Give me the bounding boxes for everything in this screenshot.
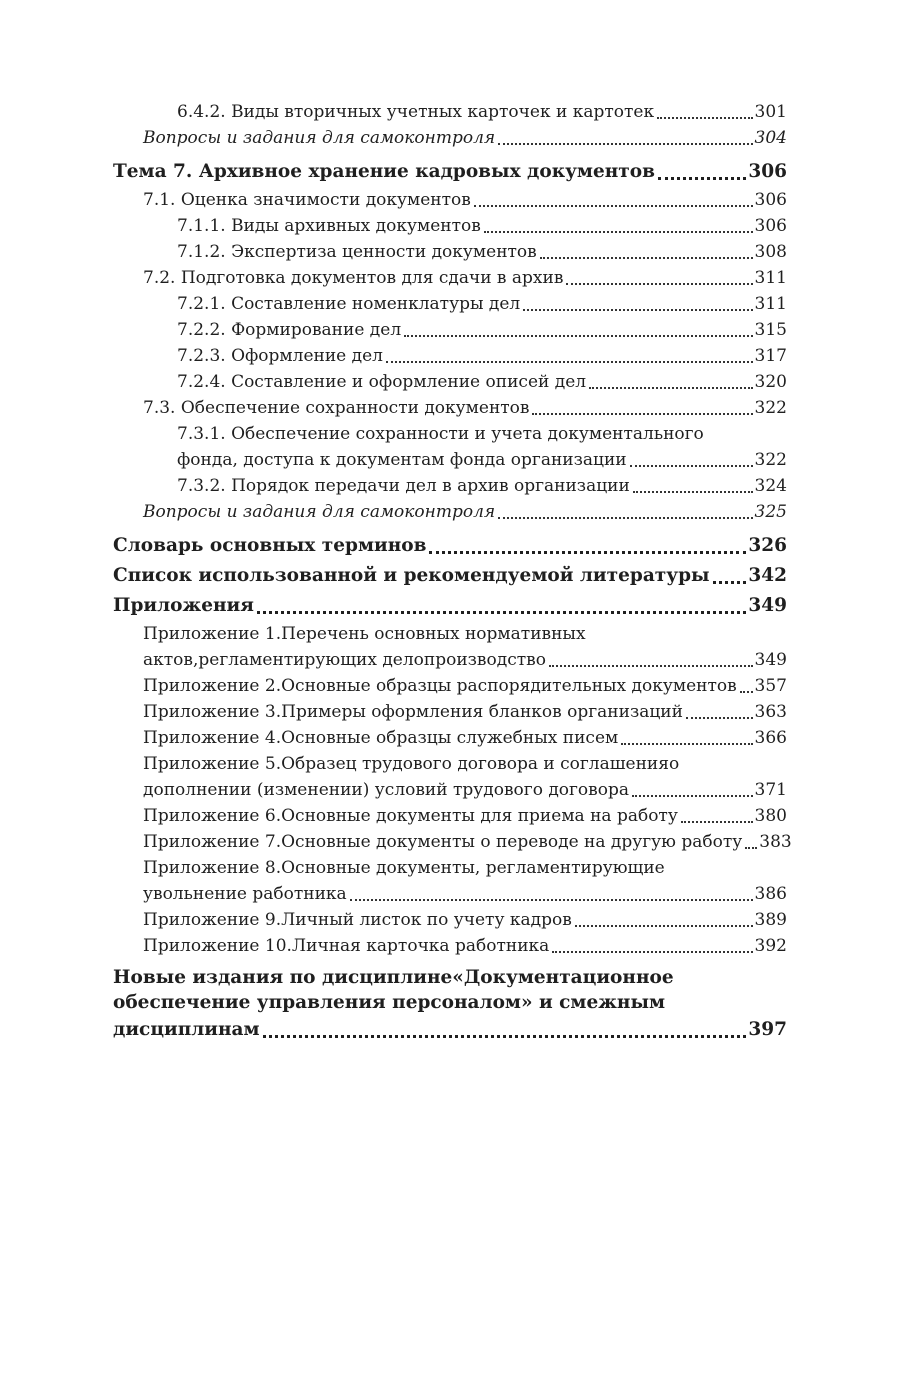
- toc-page-number: 366: [754, 728, 787, 748]
- toc-entry-appendix-1[interactable]: [113, 621, 787, 673]
- toc-entry-7-3[interactable]: [113, 395, 787, 421]
- toc-entry-title: 7.1.2. Экспертиза ценности документов: [177, 242, 537, 262]
- dot-leader: [740, 691, 753, 693]
- toc-entry-6-4-2[interactable]: [113, 99, 787, 125]
- toc-page-number: 311: [754, 294, 787, 314]
- dot-leader: [523, 309, 752, 311]
- dot-leader: [681, 821, 753, 823]
- toc-entry-appendix-3[interactable]: [113, 699, 787, 725]
- toc-entry-title-line2: увольнение работника: [143, 884, 347, 904]
- toc-entry-title: Тема 7. Архивное хранение кадровых документов: [113, 161, 655, 182]
- toc-entry-title-line2: фонда, доступа к документам фонда организации: [177, 450, 627, 470]
- dot-leader: [633, 491, 753, 493]
- toc-entry-questions-7[interactable]: [113, 499, 787, 525]
- dot-leader: [566, 283, 752, 285]
- toc-page-number: 380: [754, 806, 787, 826]
- toc-entry-questions-6[interactable]: [113, 125, 787, 151]
- toc-page-number: 324: [754, 476, 787, 496]
- toc-entry-title-line2: обеспечение управления персоналом» и смежным: [113, 992, 666, 1013]
- toc-entry-appendix-8[interactable]: [113, 855, 787, 907]
- toc-entry-appendix-10[interactable]: [113, 933, 787, 959]
- toc-page-number: 306: [754, 190, 787, 210]
- dot-leader: [575, 925, 753, 927]
- toc-page-number: 320: [754, 372, 787, 392]
- toc-entry-title: Вопросы и задания для самоконтроля: [143, 128, 496, 148]
- dot-leader: [429, 551, 746, 554]
- toc-entry-7-2-2[interactable]: [113, 317, 787, 343]
- toc-entry-title-line2: дополнении (изменении) условий трудового договора: [143, 780, 629, 800]
- toc-entry-title-line3: дисциплинам: [113, 1019, 260, 1040]
- toc-entry-title: Приложение 6.Основные документы для приема на работу: [143, 806, 678, 826]
- toc-page-number: 322: [754, 398, 787, 418]
- toc-entry-title: Приложение 9.Личный листок по учету кадров: [143, 910, 572, 930]
- dot-leader: [713, 581, 747, 584]
- dot-leader: [386, 361, 753, 363]
- dot-leader: [404, 335, 752, 337]
- toc-entry-title: Приложение 7.Основные документы о переводе на другую работу: [143, 832, 743, 852]
- toc-entry-literature[interactable]: [113, 561, 787, 591]
- toc-page-number: 386: [754, 884, 787, 904]
- table-of-contents: [113, 99, 792, 1045]
- toc-page-number: 306: [748, 161, 787, 182]
- toc-entry-title: 7.1. Оценка значимости документов: [143, 190, 471, 210]
- toc-entry-title: 7.3.2. Порядок передачи дел в архив организации: [177, 476, 630, 496]
- dot-leader: [745, 847, 757, 849]
- toc-entry-title-line1: Новые издания по дисциплине«Документационное: [113, 967, 674, 988]
- toc-entry-title: 7.3. Обеспечение сохранности документов: [143, 398, 530, 418]
- toc-page-number: 363: [754, 702, 787, 722]
- toc-page-number: 317: [754, 346, 787, 366]
- toc-page-number: 326: [748, 535, 787, 556]
- dot-leader: [621, 743, 752, 745]
- toc-page-number: 306: [754, 216, 787, 236]
- toc-page-number: 357: [754, 676, 787, 696]
- dot-leader: [350, 899, 753, 901]
- dot-leader: [498, 143, 752, 145]
- toc-entry-title: 7.2.4. Составление и оформление описей дел: [177, 372, 587, 392]
- toc-entry-7-2[interactable]: [113, 265, 787, 291]
- toc-entry-new-editions[interactable]: [113, 965, 787, 1045]
- toc-page-number: 392: [754, 936, 787, 956]
- toc-entry-title: Приложение 2.Основные образцы распорядительных документов: [143, 676, 737, 696]
- dot-leader: [657, 117, 752, 119]
- toc-page-number: 349: [754, 650, 787, 670]
- toc-page-number: 311: [754, 268, 787, 288]
- toc-page-number: 342: [748, 565, 787, 586]
- dot-leader: [552, 951, 752, 953]
- toc-entry-appendix-9[interactable]: [113, 907, 787, 933]
- toc-page-number: 315: [754, 320, 787, 340]
- toc-entry-title-line1: Приложение 8.Основные документы, регламентирующие: [143, 858, 665, 878]
- dot-leader: [532, 413, 752, 415]
- dot-leader: [589, 387, 752, 389]
- toc-page-number: 383: [759, 832, 792, 852]
- toc-entry-appendix-2[interactable]: [113, 673, 787, 699]
- toc-entry-appendix-5[interactable]: [113, 751, 787, 803]
- dot-leader: [686, 717, 753, 719]
- dot-leader: [257, 611, 746, 614]
- toc-entry-7-3-1[interactable]: [113, 421, 787, 473]
- toc-entry-title: 7.2.2. Формирование дел: [177, 320, 402, 340]
- toc-page-number: 371: [754, 780, 787, 800]
- dot-leader: [540, 257, 753, 259]
- toc-entry-7-1-2[interactable]: [113, 239, 787, 265]
- toc-page-number: 308: [754, 242, 787, 262]
- toc-entry-title: Словарь основных терминов: [113, 535, 427, 556]
- toc-entry-theme-7[interactable]: [113, 157, 787, 187]
- toc-entry-title: Список использованной и рекомендуемой литературы: [113, 565, 710, 586]
- dot-leader: [658, 177, 746, 180]
- toc-entry-7-1[interactable]: [113, 187, 787, 213]
- toc-entry-appendix-4[interactable]: [113, 725, 787, 751]
- toc-page-number: 325: [754, 502, 787, 522]
- dot-leader: [632, 795, 753, 797]
- dot-leader: [263, 1035, 747, 1038]
- dot-leader: [498, 517, 752, 519]
- dot-leader: [474, 205, 753, 207]
- dot-leader: [549, 665, 753, 667]
- toc-entry-title-line1: Приложение 5.Образец трудового договора и соглашенияо: [143, 754, 680, 774]
- dot-leader: [630, 465, 753, 467]
- toc-entry-title: Приложение 4.Основные образцы служебных писем: [143, 728, 619, 748]
- toc-entry-title-line2: актов,регламентирующих делопроизводство: [143, 650, 546, 670]
- toc-entry-title: Приложение 10.Личная карточка работника: [143, 936, 550, 956]
- toc-entry-title: Приложения: [113, 595, 254, 616]
- toc-entry-title: 7.2.3. Оформление дел: [177, 346, 383, 366]
- toc-entry-7-2-4[interactable]: [113, 369, 787, 395]
- toc-page-number: 397: [748, 1019, 787, 1040]
- toc-page-number: 389: [754, 910, 787, 930]
- toc-entry-7-1-1[interactable]: [113, 213, 787, 239]
- toc-entry-title: 7.2. Подготовка документов для сдачи в архив: [143, 268, 564, 288]
- toc-entry-title: 7.1.1. Виды архивных документов: [177, 216, 481, 236]
- toc-entry-glossary[interactable]: [113, 531, 787, 561]
- toc-page-number: 322: [754, 450, 787, 470]
- toc-entry-title: Приложение 3.Примеры оформления бланков организаций: [143, 702, 683, 722]
- toc-entry-7-2-3[interactable]: [113, 343, 787, 369]
- toc-entry-7-3-2[interactable]: [113, 473, 787, 499]
- toc-entry-appendix-6[interactable]: [113, 803, 787, 829]
- toc-page-number: 349: [748, 595, 787, 616]
- toc-entry-title: Вопросы и задания для самоконтроля: [143, 502, 496, 522]
- toc-entry-appendix-7[interactable]: [113, 829, 792, 855]
- toc-entry-title: 6.4.2. Виды вторичных учетных карточек и картотек: [177, 102, 655, 122]
- toc-entry-title: 7.2.1. Составление номенклатуры дел: [177, 294, 521, 314]
- toc-entry-7-2-1[interactable]: [113, 291, 787, 317]
- dot-leader: [484, 231, 753, 233]
- toc-entry-title-line1: Приложение 1.Перечень основных нормативных: [143, 624, 586, 644]
- toc-page-number: 301: [754, 102, 787, 122]
- toc-page-number: 304: [754, 128, 787, 148]
- toc-entry-title-line1: 7.3.1. Обеспечение сохранности и учета документального: [177, 424, 704, 444]
- toc-entry-appendices[interactable]: [113, 591, 787, 621]
